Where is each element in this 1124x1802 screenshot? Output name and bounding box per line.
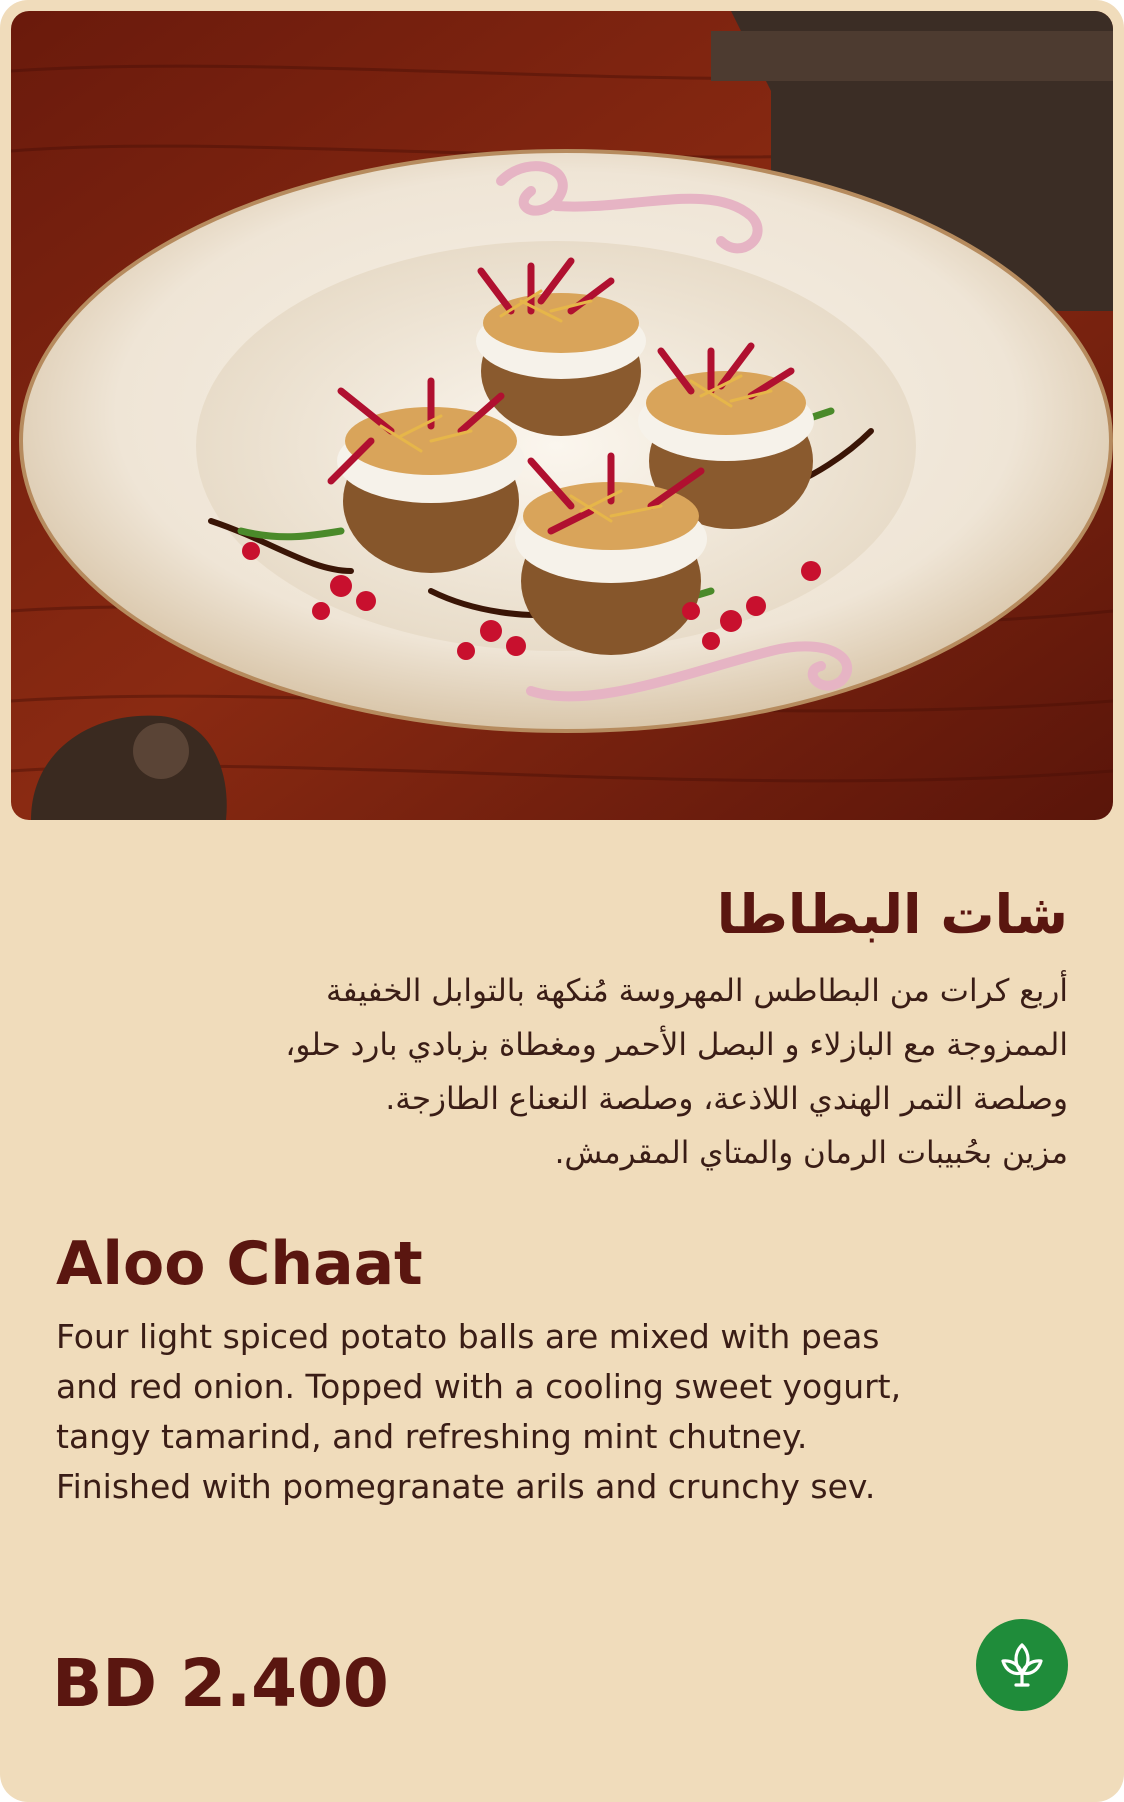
- dish-title-arabic: شات البطاطا: [716, 883, 1068, 946]
- description-line: and red onion. Topped with a cooling sweet yogurt,: [56, 1367, 902, 1406]
- dish-description-arabic: [58, 964, 1068, 1180]
- description-line: مزين بحُبيبات الرمان والمتاي المقرمش.: [554, 1135, 1068, 1171]
- dish-title-english: Aloo Chaat: [56, 1229, 423, 1299]
- dish-description-english: [56, 1312, 1076, 1512]
- description-line: أربع كرات من البطاطس المهروسة مُنكهة بالتوابل الخفيفة: [326, 973, 1068, 1009]
- leaf-icon: [994, 1637, 1050, 1693]
- description-line: Finished with pomegranate arils and crunchy sev.: [56, 1467, 876, 1506]
- dish-photo: [11, 11, 1113, 820]
- description-line: وصلصة التمر الهندي اللاذعة، وصلصة النعناع الطازجة.: [385, 1081, 1068, 1117]
- description-line: الممزوجة مع البازلاء و البصل الأحمر ومغطاة بزبادي بارد حلو،: [285, 1027, 1068, 1063]
- description-line: Four light spiced potato balls are mixed with peas: [56, 1317, 880, 1356]
- description-line: tangy tamarind, and refreshing mint chutney.: [56, 1417, 808, 1456]
- vegetarian-badge: [976, 1619, 1068, 1711]
- dish-price: BD 2.400: [52, 1645, 389, 1722]
